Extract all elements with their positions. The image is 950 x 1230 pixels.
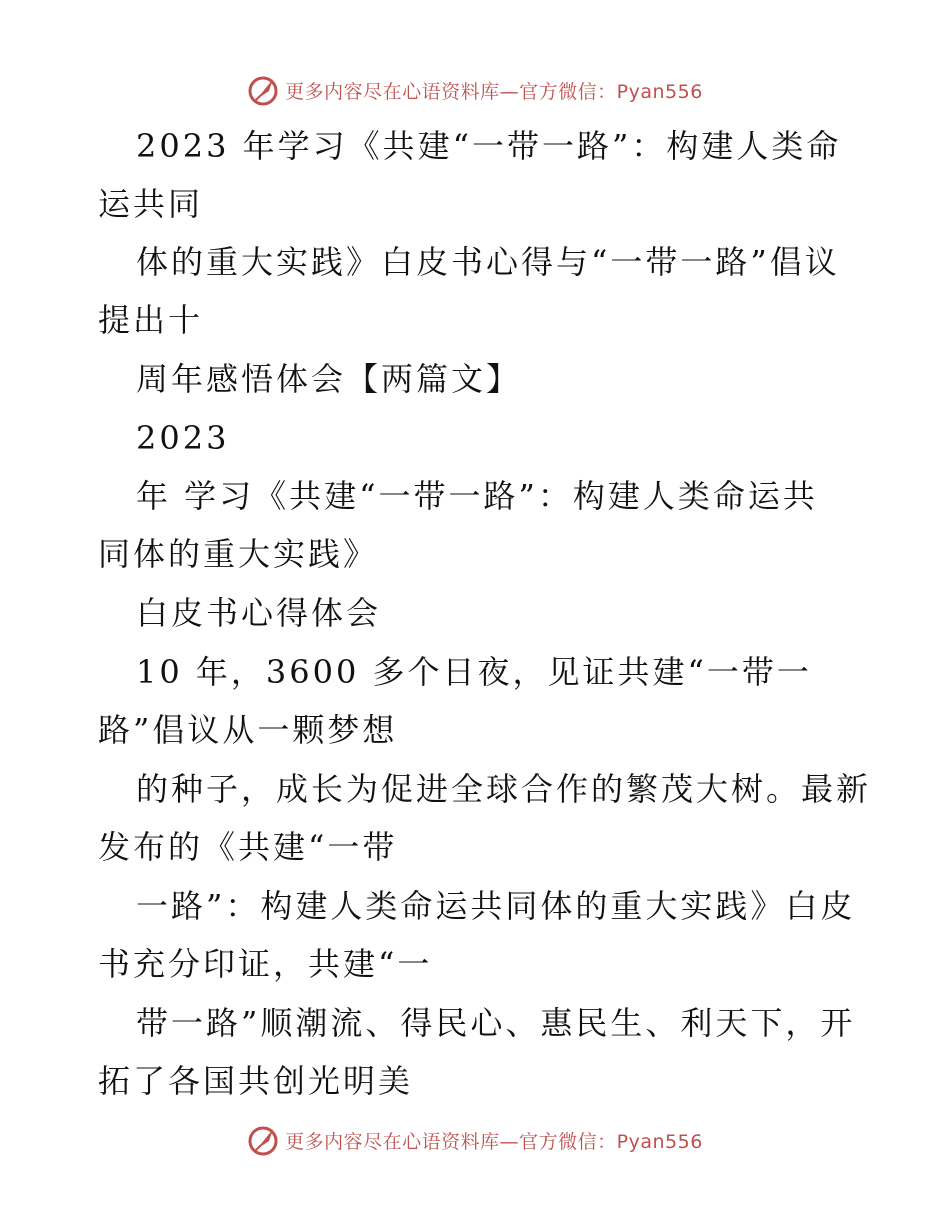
text-line: 的种子，成长为促进全球合作的繁茂大树。最新 [136, 770, 872, 808]
text-line: 带一路”顺潮流、得民心、惠民生、利天下，开 [136, 1004, 856, 1042]
text-line: 周年感悟体会【两篇文】 [136, 360, 522, 398]
footer-banner-text: 更多内容尽在心语资料库—官方微信：Pyan556 [285, 1130, 703, 1153]
text-line: 2023 [136, 419, 230, 457]
header-banner-text: 更多内容尽在心语资料库—官方微信：Pyan556 [285, 80, 703, 103]
text-line: 书充分印证，共建“一 [98, 945, 433, 983]
text-line: 一路”：构建人类命运共同体的重大实践》白皮 [136, 887, 856, 925]
feather-pen-logo-icon [247, 73, 281, 107]
text-line: 发布的《共建“一带 [98, 828, 398, 866]
text-line: 同体的重大实践》 [98, 535, 379, 573]
text-line: 年 学习《共建“一带一路”：构建人类命运共 [136, 477, 818, 515]
text-line: 路”倡议从一颗梦想 [98, 711, 398, 749]
header-banner [0, 70, 950, 110]
footer-banner [0, 1120, 950, 1160]
text-line: 2023 年学习《共建“一带一路”：构建人类命 [136, 127, 842, 165]
feather-pen-logo-icon [247, 1123, 281, 1157]
text-line: 运共同 [98, 185, 204, 223]
text-line: 白皮书心得体会 [136, 594, 382, 632]
text-line: 提出十 [98, 301, 204, 339]
text-line: 拓了各国共创光明美 [98, 1062, 414, 1100]
text-line: 体的重大实践》白皮书心得与“一带一路”倡议 [136, 243, 840, 281]
text-line: 10 年，3600 多个日夜，见证共建“一带一 [136, 653, 812, 691]
